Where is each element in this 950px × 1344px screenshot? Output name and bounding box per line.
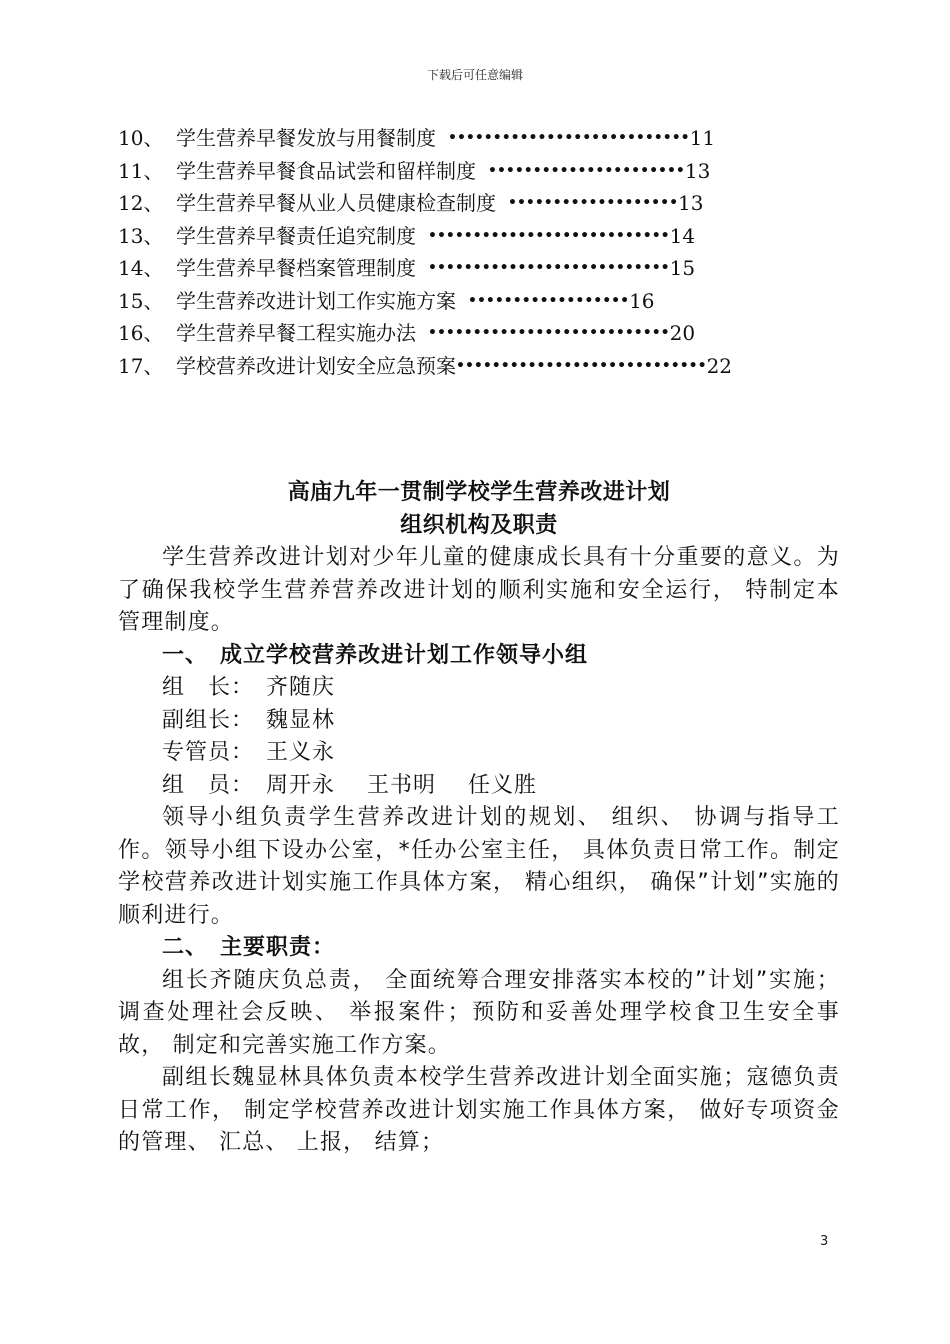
- duty-paragraph: 副组长魏显林具体负责本校学生营养改进计划全面实施；寇德负责日常工作， 制定学校营养改进计划实施工作具体方案， 做好专项资金的管理、 汇总、 上报， 结算；: [118, 1065, 840, 1155]
- toc-entry: [118, 122, 858, 155]
- toc-leader-dots: ••••••••••••••••••••••: [488, 162, 685, 179]
- toc-number: 16、: [118, 321, 164, 345]
- toc-title: 学生营养早餐食品试尝和留样制度: [176, 158, 476, 183]
- page-number: 3: [820, 1234, 829, 1249]
- toc-leader-dots: •••••••••••••••••••••••••••: [428, 227, 670, 244]
- member-row: [118, 737, 840, 770]
- toc-leader-dots: •••••••••••••••••••••••••••: [448, 130, 690, 146]
- toc-leader-dots: •••••••••••••••••••••••••••: [428, 260, 670, 276]
- member-role: 组 员：: [162, 772, 255, 798]
- toc-entry: [118, 350, 858, 383]
- toc-number: 13、: [118, 223, 164, 248]
- toc-title: 学校营养改进计划安全应急预案: [176, 353, 456, 378]
- toc-entry: [118, 187, 858, 220]
- toc-number: 15、: [118, 288, 164, 313]
- page-header: 下载后可任意编辑: [426, 68, 523, 82]
- toc-number: 17、: [118, 353, 164, 378]
- toc-title: 学生营养早餐工程实施办法: [176, 321, 416, 345]
- toc-page-number: 13: [678, 191, 704, 215]
- toc-leader-dots: ••••••••••••••••••: [468, 292, 630, 309]
- toc-title: 学生营养早餐责任追究制度: [176, 223, 416, 248]
- member-name: 王书明: [367, 772, 437, 798]
- toc-page-number: 15: [669, 256, 696, 280]
- toc-entry: [118, 220, 858, 253]
- document-body: [118, 476, 840, 1160]
- toc-leader-dots: •••••••••••••••••••: [508, 195, 679, 211]
- section-number: 二、: [162, 935, 209, 960]
- member-name: 任义胜: [468, 772, 538, 798]
- member-name: 齐随庆: [266, 675, 336, 700]
- toc-leader-dots: •••••••••••••••••••••••••••: [428, 325, 670, 341]
- intro-paragraph: 学生营养改进计划对少年儿童的健康成长具有十分重要的意义。为了确保我校学生营养营养改进计划的顺利实施和安全运行， 特制定本管理制度。: [118, 545, 840, 635]
- toc-title: 学生营养改进计划工作实施方案: [176, 288, 456, 313]
- section-heading: [118, 640, 840, 673]
- table-of-contents: [118, 122, 858, 382]
- member-role: 专管员：: [162, 740, 255, 765]
- document-subtitle: 组织机构及职责: [400, 513, 558, 538]
- toc-number: 12、: [118, 191, 164, 215]
- toc-page-number: 16: [629, 288, 655, 313]
- section-title: 主要职责：: [220, 935, 336, 960]
- toc-entry: [118, 317, 858, 350]
- member-name: 周开永: [266, 772, 336, 798]
- section-number: 一、: [162, 642, 209, 668]
- duty-paragraph: 组长齐随庆负总责， 全面统筹合理安排落实本校的”计划”实施；调查处理社会反映、 举报案件；预防和妥善处理学校食卫生安全事故， 制定和完善实施工作方案。: [118, 967, 840, 1058]
- toc-number: 11、: [118, 158, 164, 183]
- toc-page-number: 13: [684, 158, 711, 183]
- toc-number: 14、: [118, 256, 164, 280]
- section-heading: [118, 932, 840, 965]
- member-name: 王义永: [266, 740, 336, 765]
- toc-title: 学生营养早餐发放与用餐制度: [176, 126, 436, 150]
- document-title: 高庙九年一贯制学校学生营养改进计划: [287, 480, 671, 505]
- leader-group-paragraph: 领导小组负责学生营养改进计划的规划、 组织、 协调与指导工作。领导小组下设办公室，*任办公室主任， 具体负责日常工作。制定学校营养改进计划实施工作具体方案， 精心组织， 确保”计划”实施的顺利进行。: [118, 805, 840, 928]
- member-role: 组 长：: [162, 675, 255, 700]
- toc-page-number: 14: [669, 223, 696, 248]
- toc-page-number: 22: [706, 353, 733, 378]
- toc-page-number: 20: [669, 321, 696, 345]
- toc-number: 10、: [118, 126, 164, 150]
- member-role: 副组长：: [162, 707, 255, 733]
- toc-leader-dots: ••••••••••••••••••••••••••••: [456, 357, 707, 374]
- toc-title: 学生营养早餐档案管理制度: [176, 256, 416, 280]
- member-row: [118, 705, 840, 738]
- section-title: 成立学校营养改进计划工作领导小组: [220, 642, 589, 668]
- toc-entry: [118, 285, 858, 318]
- member-row: [118, 672, 840, 705]
- member-name: 魏显林: [266, 707, 336, 733]
- toc-entry: [118, 252, 858, 285]
- toc-page-number: 11: [689, 126, 716, 150]
- toc-title: 学生营养早餐从业人员健康检查制度: [176, 191, 496, 215]
- toc-entry: [118, 155, 858, 188]
- member-row: [118, 770, 840, 803]
